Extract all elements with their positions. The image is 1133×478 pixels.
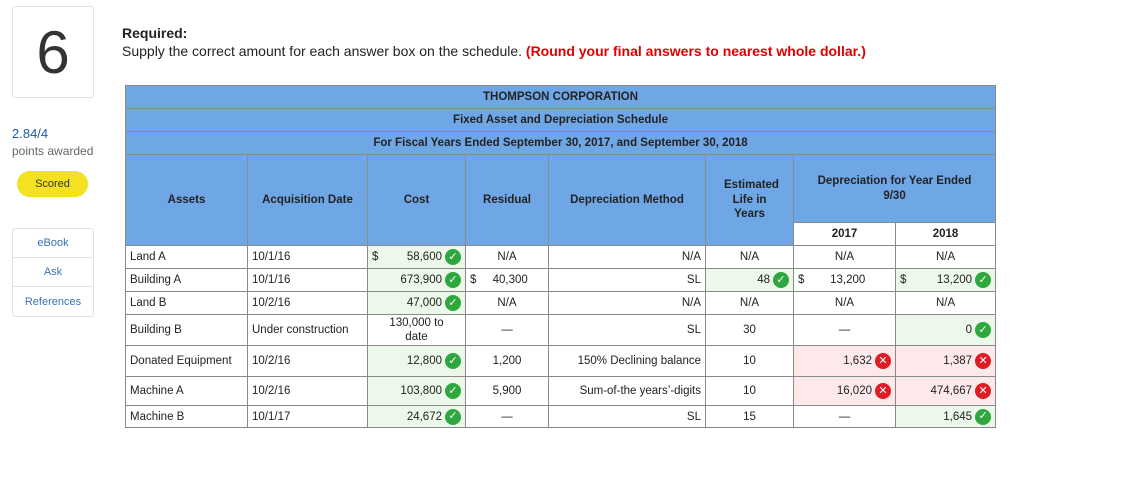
dep-2018-answer[interactable] [896, 406, 996, 428]
acquisition-date: 10/2/16 [248, 377, 368, 406]
dep-2017-answer[interactable] [794, 377, 896, 406]
check-icon: ✓ [773, 272, 789, 288]
cross-icon: ✕ [975, 353, 991, 369]
check-icon: ✓ [975, 322, 991, 338]
dep-2018: 0 [965, 324, 973, 336]
asset-name: Land A [126, 246, 248, 269]
table-row [126, 377, 996, 406]
check-icon: ✓ [975, 409, 991, 425]
col-acquisition-date: Acquisition Date [248, 155, 368, 246]
dep-2017: N/A [794, 292, 896, 315]
check-icon: ✓ [445, 249, 461, 265]
cost-answer[interactable] [368, 377, 466, 406]
residual-value: N/A [466, 292, 549, 315]
currency-symbol: $ [798, 274, 805, 286]
life-value: 10 [706, 377, 794, 406]
life-value: 48 [757, 274, 770, 286]
cost-value: 130,000 to date [368, 315, 466, 346]
residual-value: 5,900 [466, 377, 549, 406]
method-value: N/A [549, 246, 706, 269]
dep-2018: 1,645 [943, 410, 973, 423]
required-heading: Required: [122, 25, 188, 41]
dep-2018: 1,387 [943, 355, 973, 367]
cost-value: 24,672 [406, 410, 442, 423]
cost-value: 12,800 [406, 355, 442, 367]
asset-name: Building B [126, 315, 248, 346]
method-value: N/A [549, 292, 706, 315]
dep-2018: N/A [896, 292, 996, 315]
dep-2018: N/A [896, 246, 996, 269]
ask-link[interactable]: Ask [13, 258, 93, 287]
instructions-text: Supply the correct amount for each answer box on the schedule. [122, 43, 526, 59]
method-value: SL [549, 269, 706, 292]
col-residual: Residual [466, 155, 549, 246]
resource-links [12, 228, 94, 317]
cross-icon: ✕ [875, 353, 891, 369]
cost-value: 47,000 [406, 297, 442, 309]
acquisition-date: 10/2/16 [248, 292, 368, 315]
cost-answer[interactable] [368, 406, 466, 428]
method-value: SL [549, 315, 706, 346]
check-icon: ✓ [445, 409, 461, 425]
life-value: 15 [706, 406, 794, 428]
question-number: 6 [12, 6, 94, 98]
col-depreciation: Depreciation for Year Ended 9/30 [794, 155, 996, 223]
cost-answer[interactable] [368, 292, 466, 315]
cross-icon: ✕ [875, 383, 891, 399]
instructions [122, 43, 866, 59]
acquisition-date: 10/1/16 [248, 246, 368, 269]
dep-2017: — [794, 406, 896, 428]
cost-answer[interactable] [368, 346, 466, 377]
cost-answer[interactable] [368, 246, 466, 269]
residual-value: 40,300 [492, 274, 528, 286]
asset-name: Machine B [126, 406, 248, 428]
asset-name: Building A [126, 269, 248, 292]
life-value: 30 [706, 315, 794, 346]
life-value: 10 [706, 346, 794, 377]
dep-2017-answer[interactable] [794, 346, 896, 377]
dep-2017: N/A [794, 246, 896, 269]
cost-value: 103,800 [400, 385, 442, 397]
table-row [126, 406, 996, 428]
dep-2017: 16,020 [836, 385, 872, 397]
dep-2017: — [794, 315, 896, 346]
dep-2017-cell [794, 269, 896, 292]
ebook-link[interactable]: eBook [13, 229, 93, 258]
cross-icon: ✕ [975, 383, 991, 399]
cost-answer[interactable] [368, 269, 466, 292]
schedule-title: Fixed Asset and Depreciation Schedule [126, 109, 996, 132]
status-badge: Scored [17, 171, 88, 197]
table-row [126, 292, 996, 315]
dep-2018: 474,667 [930, 385, 973, 397]
table-row [126, 315, 996, 346]
col-2017: 2017 [794, 223, 896, 246]
cost-value: 58,600 [406, 251, 442, 263]
life-value: N/A [706, 246, 794, 269]
currency-symbol: $ [900, 274, 907, 286]
residual-cell [466, 269, 549, 292]
table-row [126, 346, 996, 377]
col-assets: Assets [126, 155, 248, 246]
table-row [126, 246, 996, 269]
residual-value: N/A [466, 246, 549, 269]
dep-2017: 1,632 [843, 355, 872, 367]
residual-value: — [466, 406, 549, 428]
method-value: 150% Declining balance [549, 346, 706, 377]
dep-2018-answer[interactable] [896, 377, 996, 406]
check-icon: ✓ [445, 272, 461, 288]
col-method: Depreciation Method [549, 155, 706, 246]
check-icon: ✓ [975, 272, 991, 288]
currency-symbol: $ [372, 251, 379, 263]
points-label: points awarded [12, 144, 94, 158]
acquisition-date: 10/1/17 [248, 406, 368, 428]
rounding-note: (Round your final answers to nearest whole dollar.) [525, 43, 866, 59]
life-answer[interactable] [706, 269, 794, 292]
method-value: Sum-of-the years’-digits [549, 377, 706, 406]
check-icon: ✓ [445, 353, 461, 369]
dep-2018-answer[interactable] [896, 269, 996, 292]
col-cost: Cost [368, 155, 466, 246]
acquisition-date: Under construction [248, 315, 368, 346]
dep-2018-answer[interactable] [896, 346, 996, 377]
col-life: Estimated Life in Years [706, 155, 794, 246]
cost-value: 673,900 [400, 274, 442, 286]
col-2018: 2018 [896, 223, 996, 246]
currency-symbol: $ [470, 274, 477, 286]
dep-2018-answer[interactable] [896, 315, 996, 346]
depreciation-schedule [125, 85, 996, 428]
residual-value: — [466, 315, 549, 346]
schedule-period: For Fiscal Years Ended September 30, 2017, and September 30, 2018 [126, 132, 996, 155]
references-link[interactable]: References [24, 295, 82, 308]
points-value: 2.84/4 [12, 126, 49, 141]
acquisition-date: 10/2/16 [248, 346, 368, 377]
table-row [126, 269, 996, 292]
asset-name: Machine A [126, 377, 248, 406]
check-icon: ✓ [445, 295, 461, 311]
company-name: THOMPSON CORPORATION [126, 86, 996, 109]
dep-2018: 13,200 [936, 274, 973, 286]
life-value: N/A [706, 292, 794, 315]
acquisition-date: 10/1/16 [248, 269, 368, 292]
check-icon: ✓ [445, 383, 461, 399]
residual-value: 1,200 [466, 346, 549, 377]
asset-name: Donated Equipment [126, 346, 248, 377]
asset-name: Land B [126, 292, 248, 315]
method-value: SL [549, 406, 706, 428]
dep-2017: 13,200 [830, 274, 866, 286]
